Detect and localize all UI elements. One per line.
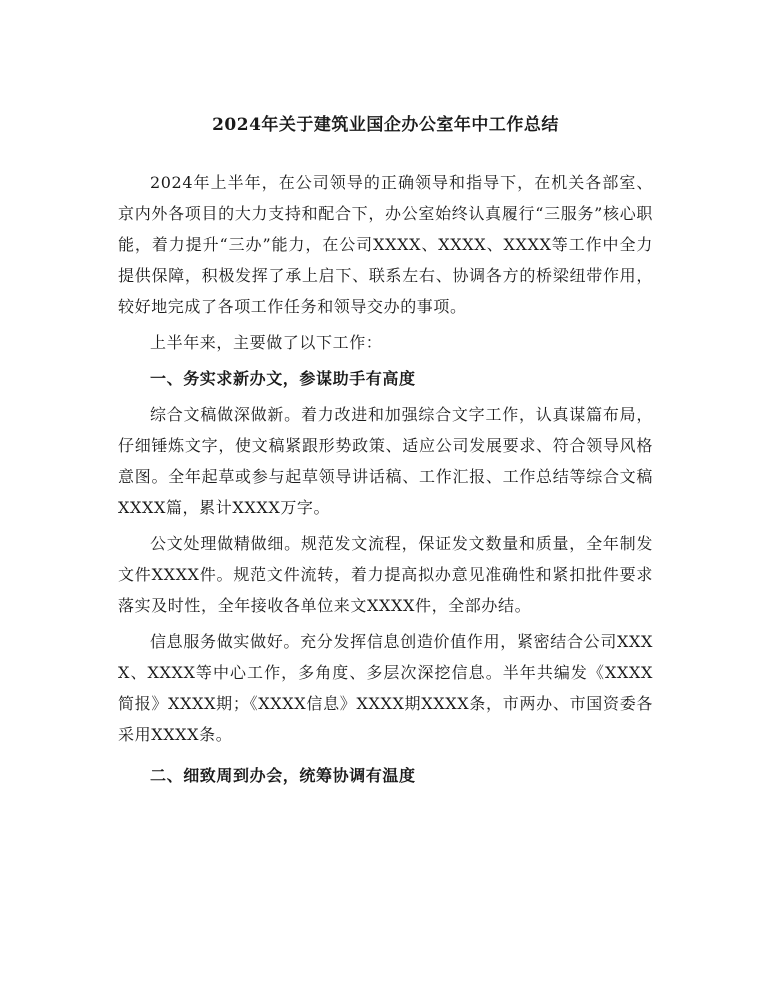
paragraph-information: 信息服务做实做好。充分发挥信息创造价值作用，紧密结合公司XXXX、XXXX等中心工作，多角度、多层次深挖信息。半年共编发《XXXX简报》XXXX期；《XXXX信息》XXXX期XXXX条，市两办、市国资委各采用XXXX条。 — [118, 632, 653, 744]
document-page — [118, 110, 653, 796]
paragraph-intro: 2024年上半年，在公司领导的正确领导和指导下，在机关各部室、京内外各项目的大力支持和配合下，办公室始终认真履行“三服务”核心职能，着力提升“三办”能力，在公司XXXX、XXXX、XXXX等工作中全力提供保障，积极发挥了承上启下、联系左右、协调各方的桥梁纽带作用，较好地完成了各项工作任务和领导交办的事项。 — [118, 173, 653, 316]
section-heading-2: 二、细致周到办会，统筹协调有温度 — [150, 766, 416, 785]
paragraph-documents: 综合文稿做深做新。着力改进和加强综合文字工作，认真谋篇布局，仔细锤炼文字，使文稿紧跟形势政策、适应公司发展要求、符合领导风格意图。全年起草或参与起草领导讲话稿、工作汇报、工作总结等综合文稿XXXX篇，累计XXXX万字。 — [118, 405, 653, 517]
paragraph-summary: 上半年来，主要做了以下工作： — [150, 333, 383, 352]
section-heading-1: 一、务实求新办文，参谋助手有高度 — [150, 369, 416, 388]
document-title: 2024年关于建筑业国企办公室年中工作总结 — [212, 115, 559, 135]
paragraph-official-docs: 公文处理做精做细。规范发文流程，保证发文数量和质量，全年制发文件XXXX件。规范文件流转，着力提高拟办意见准确性和紧扣批件要求落实及时性，全年接收各单位来文XXXX件，全部办结。 — [118, 534, 653, 615]
